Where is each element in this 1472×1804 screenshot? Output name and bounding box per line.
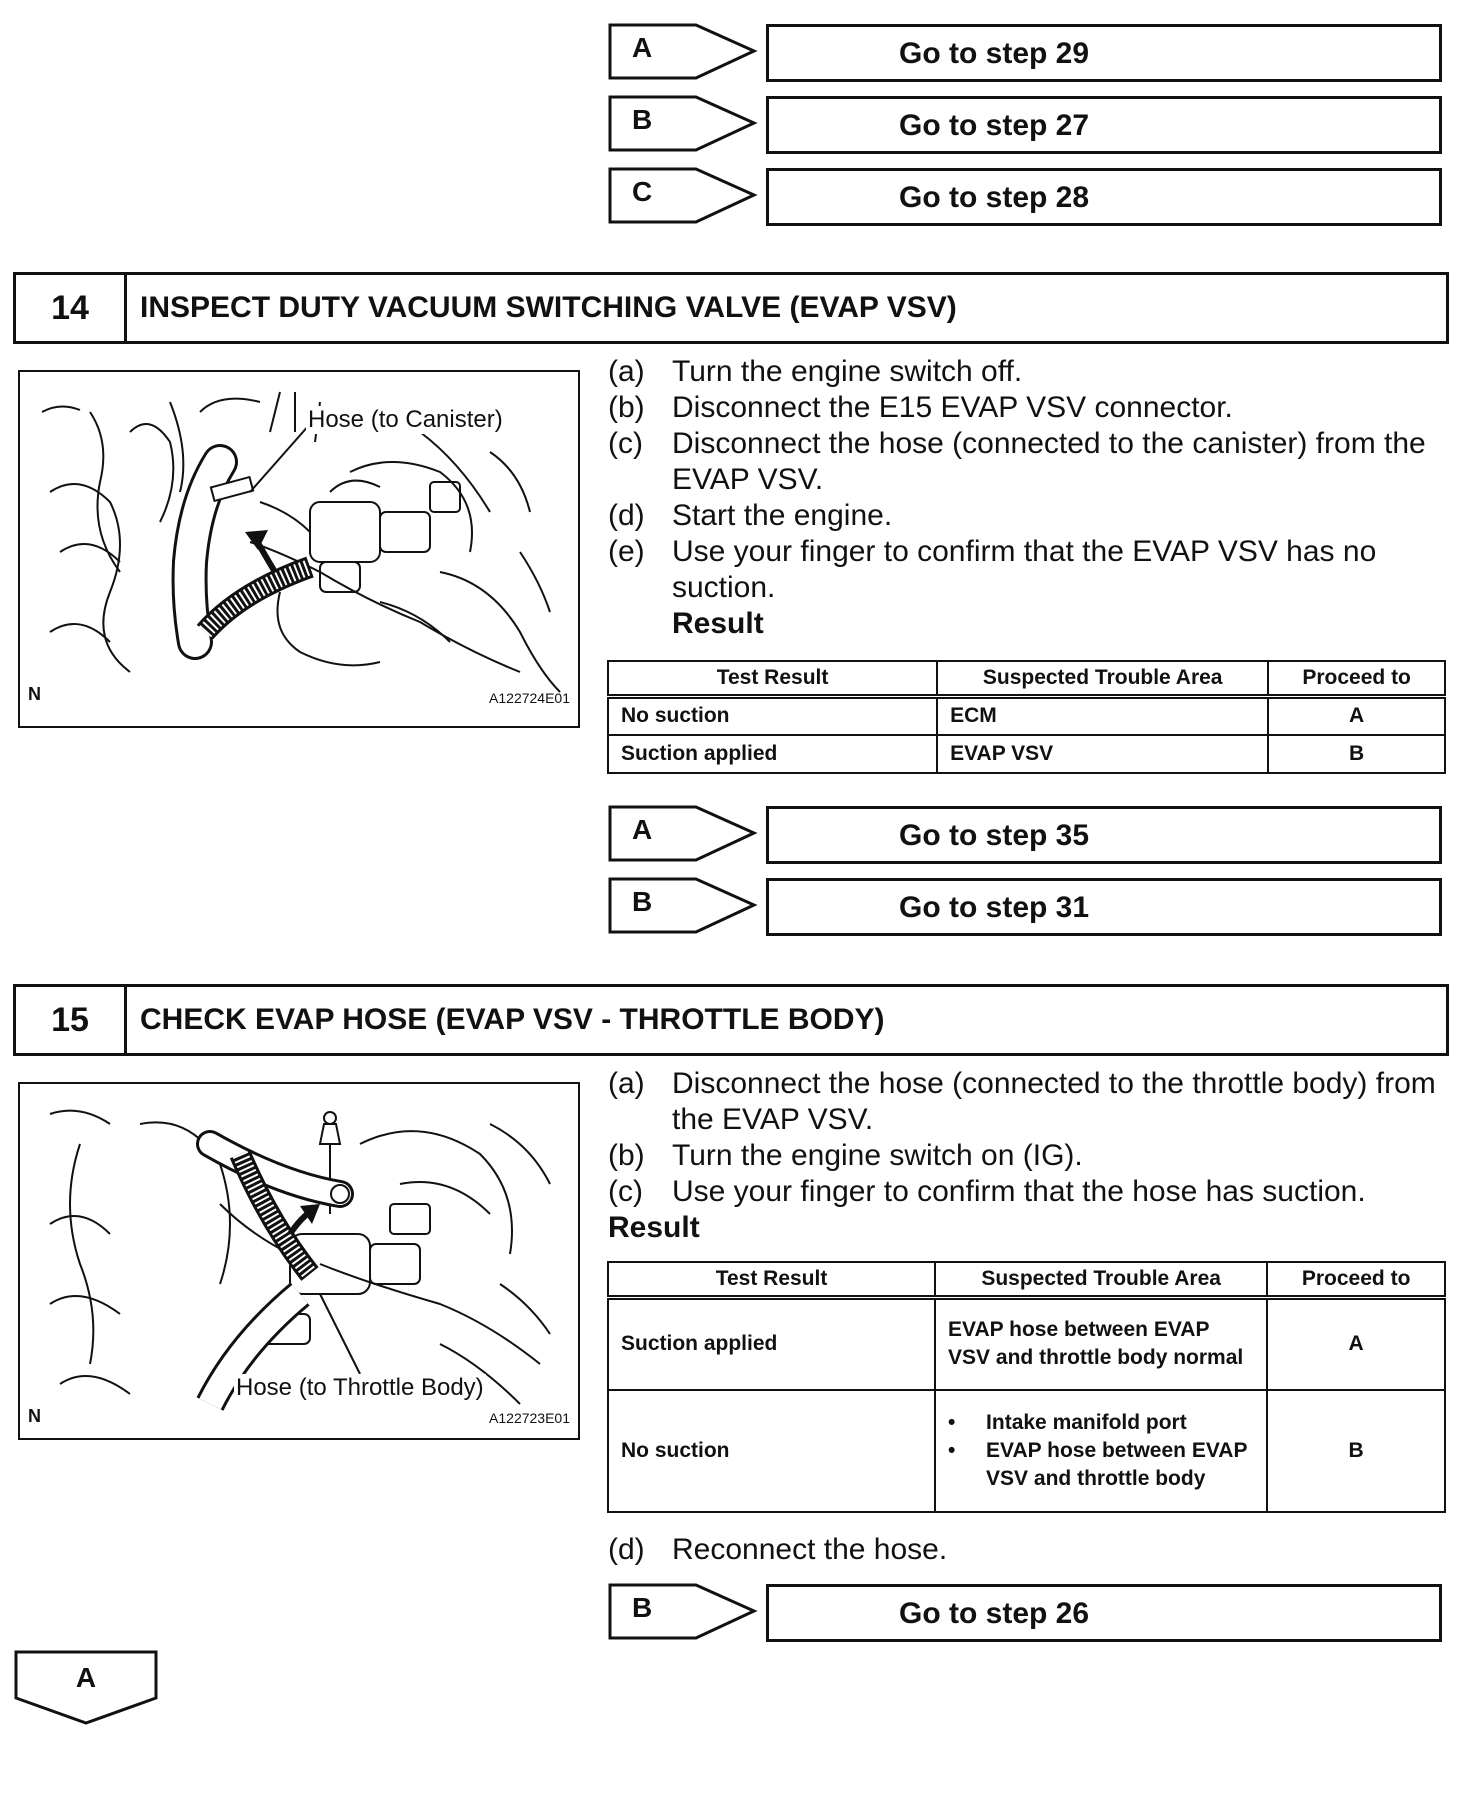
test-result-cell: No suction [608,1390,935,1512]
step-title: INSPECT DUTY VACUUM SWITCHING VALVE (EVAP VSV) [140,291,957,324]
arrow-letter: C [632,176,653,207]
instruction-label: (d) [608,1533,645,1566]
instruction-label: (e) [608,535,645,568]
figure-corner-mark: N [28,1406,41,1426]
goto-box[interactable] [766,806,1442,864]
step-number: 15 [16,987,127,1053]
table-header-row [608,661,1445,697]
step-15-header [13,984,1449,1056]
column-header: Suspected Trouble Area [935,1262,1267,1298]
test-result-cell: No suction [608,697,937,735]
table-row [608,1298,1445,1390]
instruction-text: Turn the engine switch off. [672,355,1023,388]
step-14-result-table [607,660,1446,774]
proceed-cell: A [1268,697,1445,735]
instruction-item [608,1532,1448,1568]
step-15-instructions [608,1066,1448,1246]
goto-box[interactable] [766,168,1442,226]
instruction-text: Use your finger to confirm that the hose has suction. [672,1175,1366,1208]
step-number: 14 [16,275,127,341]
figure-code: A122723E01 [489,1410,570,1426]
proceed-cell: A [1267,1298,1445,1390]
column-header: Proceed to [1267,1262,1445,1298]
column-header: Proceed to [1268,661,1445,697]
step-15-result-table [607,1261,1446,1513]
trouble-area-cell: EVAP hose between EVAP VSV and throttle body normal [935,1298,1267,1390]
goto-text: Go to step 35 [899,819,1090,852]
arrow-tag [608,804,758,864]
goto-row-b[interactable] [608,1582,1446,1642]
instruction-label: (b) [608,1139,645,1172]
goto-box[interactable] [766,878,1442,936]
goto-row-b[interactable] [608,876,1446,936]
test-result-cell: Suction applied [608,735,937,773]
table-row [608,735,1445,773]
instruction-text: Turn the engine switch on (IG). [672,1139,1083,1172]
column-header: Suspected Trouble Area [937,661,1268,697]
figure-evap-vsv-canister-hose [18,370,580,728]
arrow-letter: B [632,104,653,135]
instruction-text: Start the engine. [672,499,893,532]
result-label: Result [672,607,764,640]
figure-callout-label: Hose (to Canister) [308,406,503,433]
result-heading [608,606,1448,642]
trouble-area-list [948,1409,1254,1493]
figure-evap-vsv-throttle-hose [18,1082,580,1440]
instruction-label: (a) [608,1067,645,1100]
proceed-cell: B [1267,1390,1445,1512]
list-item: • Intake manifold port [986,1409,1254,1437]
table-row [608,1390,1445,1512]
column-header: Test Result [608,1262,935,1298]
instruction-item [608,534,1448,606]
column-header: Test Result [608,661,937,697]
trouble-area-cell: EVAP VSV [937,735,1268,773]
instruction-label: (b) [608,391,645,424]
instruction-label: (c) [608,1175,643,1208]
arrow-tag [608,1582,758,1642]
proceed-cell: B [1268,735,1445,773]
step-title: CHECK EVAP HOSE (EVAP VSV - THROTTLE BODY) [140,1003,885,1036]
instruction-item [608,426,1448,498]
figure-callout-label: Hose (to Throttle Body) [236,1374,484,1401]
arrow-letter: B [632,1592,653,1623]
arrow-tag [608,166,758,226]
instruction-text: Disconnect the hose (connected to the throttle body) from the EVAP VSV. [672,1067,1436,1136]
arrow-letter: A [632,814,653,845]
goto-text: Go to step 26 [899,1597,1090,1630]
goto-box[interactable] [766,24,1442,82]
goto-row-b[interactable] [608,94,1446,154]
instruction-text: Disconnect the E15 EVAP VSV connector. [672,391,1233,424]
step-14-header [13,272,1449,344]
goto-text: Go to step 28 [899,181,1090,214]
instruction-label: (d) [608,499,645,532]
goto-text: Go to step 27 [899,109,1090,142]
continue-arrow-a[interactable] [14,1650,158,1726]
goto-text: Go to step 31 [899,891,1090,924]
arrow-letter: A [632,32,653,63]
instruction-item [608,354,1448,390]
instruction-item [608,390,1448,426]
goto-row-a[interactable] [608,22,1446,82]
instruction-item [608,1138,1448,1174]
instruction-label: (c) [608,427,643,460]
figure-code: A122724E01 [489,690,570,706]
arrow-tag [608,876,758,936]
test-result-cell: Suction applied [608,1298,935,1390]
goto-row-c[interactable] [608,166,1446,226]
instruction-label: (a) [608,355,645,388]
goto-row-a[interactable] [608,804,1446,864]
trouble-area-cell: ECM [937,697,1268,735]
arrow-tag [608,22,758,82]
arrow-letter: B [632,886,653,917]
result-heading [608,1210,1448,1246]
goto-box[interactable] [766,1584,1442,1642]
instruction-item [608,1174,1448,1210]
step-14-instructions [608,354,1448,642]
figure-corner-mark: N [28,684,41,704]
instruction-text: Use your finger to confirm that the EVAP VSV has no suction. [672,535,1377,604]
list-item: • EVAP hose between EVAP VSV and throttle body [986,1437,1254,1493]
goto-text: Go to step 29 [899,37,1090,70]
step-15-post-instruction [608,1532,1448,1568]
goto-box[interactable] [766,96,1442,154]
continue-letter: A [75,1662,97,1693]
instruction-item [608,1066,1448,1138]
table-row [608,697,1445,735]
instruction-text: Disconnect the hose (connected to the canister) from the EVAP VSV. [672,427,1426,496]
table-header-row [608,1262,1445,1298]
instruction-item [608,498,1448,534]
result-label: Result [608,1211,700,1244]
trouble-area-cell [935,1390,1267,1512]
arrow-tag [608,94,758,154]
instruction-text: Reconnect the hose. [672,1533,948,1566]
